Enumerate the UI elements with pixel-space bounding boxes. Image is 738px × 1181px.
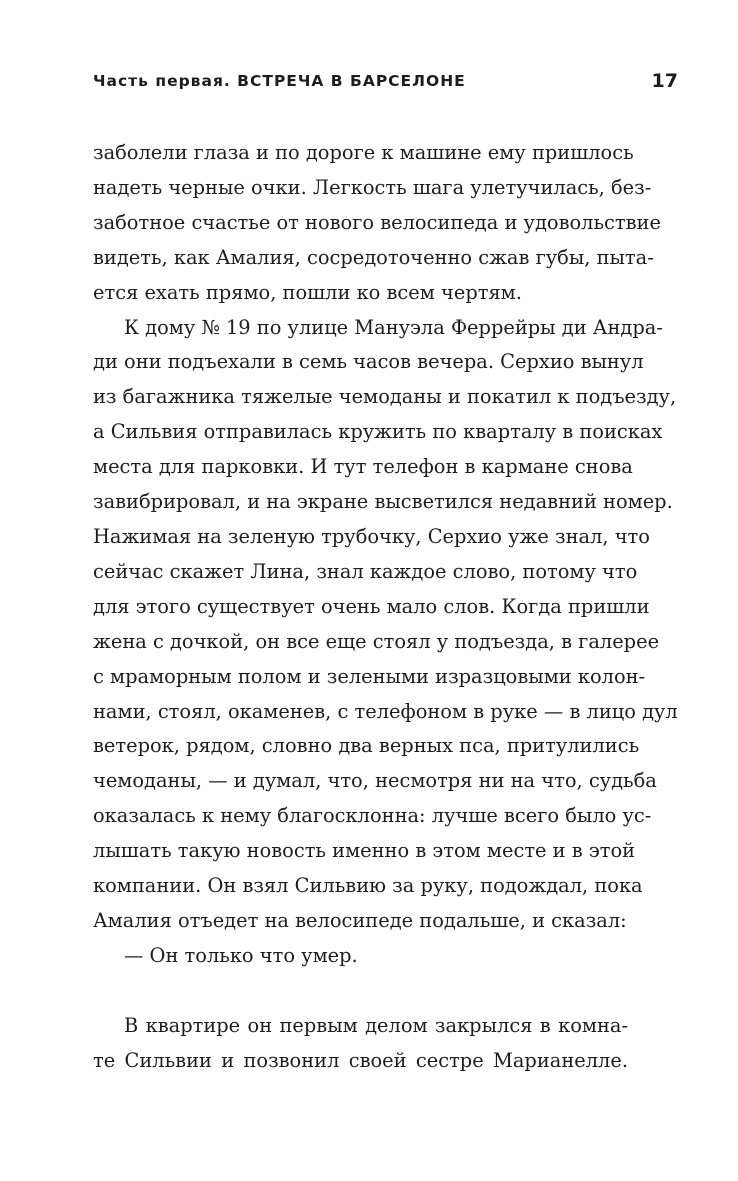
text-line: лышать такую новость именно в этом месте и в этой	[93, 839, 636, 863]
page-number: 17	[651, 70, 678, 92]
text-line: компании. Он взял Сильвию за руку, подождал, пока	[93, 874, 643, 898]
section-break	[93, 974, 628, 1009]
text-line: надеть черные очки. Легкость шага улетучилась, без-	[93, 175, 652, 199]
text-line: нами, стоял, окаменев, с телефоном в руке — в лицо дул	[93, 699, 678, 723]
body-text	[93, 136, 678, 1078]
text-line: чемоданы, — и думал, что, несмотря ни на что, судьба	[93, 769, 657, 793]
text-line: для этого существует очень мало слов. Когда пришли	[93, 594, 650, 618]
dialogue-line: — Он только что умер.	[124, 943, 358, 967]
text-line: из багажника тяжелые чемоданы и покатил к подъезду,	[93, 385, 677, 409]
text-line: Нажимая на зеленую трубочку, Серхио уже знал, что	[93, 524, 650, 548]
text-line: заботное счастье от нового велосипеда и удовольствие	[93, 210, 661, 234]
text-line: жена с дочкой, он все еще стоял у подъезда, в галерее	[93, 629, 660, 653]
text-line: видеть, как Амалия, сосредоточенно сжав губы, пыта-	[93, 245, 654, 269]
text-line: заболели глаза и по дороге к машине ему пришлось	[93, 141, 634, 164]
text-line: Амалия отъедет на велосипеде подальше, и сказал:	[93, 908, 627, 932]
text-line: В квартире он первым делом закрылся в комна-	[124, 1013, 628, 1037]
text-line: ется ехать прямо, пошли ко всем чертям.	[93, 280, 522, 304]
text-line: ди они подъехали в семь часов вечера. Серхио вынул	[93, 350, 644, 374]
text-line: завибрировал, и на экране высветился недавний номер.	[93, 490, 673, 514]
text-line: оказалась к нему благосклонна: лучше всего было ус-	[93, 804, 652, 828]
text-line: ветерок, рядом, словно два верных пса, притулились	[93, 734, 640, 758]
text-line: а Сильвия отправилась кружить по кварталу в поисках	[93, 420, 663, 444]
text-line: К дому № 19 по улице Мануэла Феррейры ди Андра-	[124, 315, 663, 339]
running-head: Часть первая. ВСТРЕЧА В БАРСЕЛОНЕ	[93, 72, 466, 90]
text-line: места для парковки. И тут телефон в кармане снова	[93, 455, 633, 479]
text-line: с мраморным полом и зелеными изразцовыми колон-	[93, 664, 646, 688]
text-line: те Сильвии и позвонил своей сестре Марианелле.	[93, 1048, 628, 1072]
text-line: сейчас скажет Лина, знал каждое слово, потому что	[93, 559, 638, 583]
